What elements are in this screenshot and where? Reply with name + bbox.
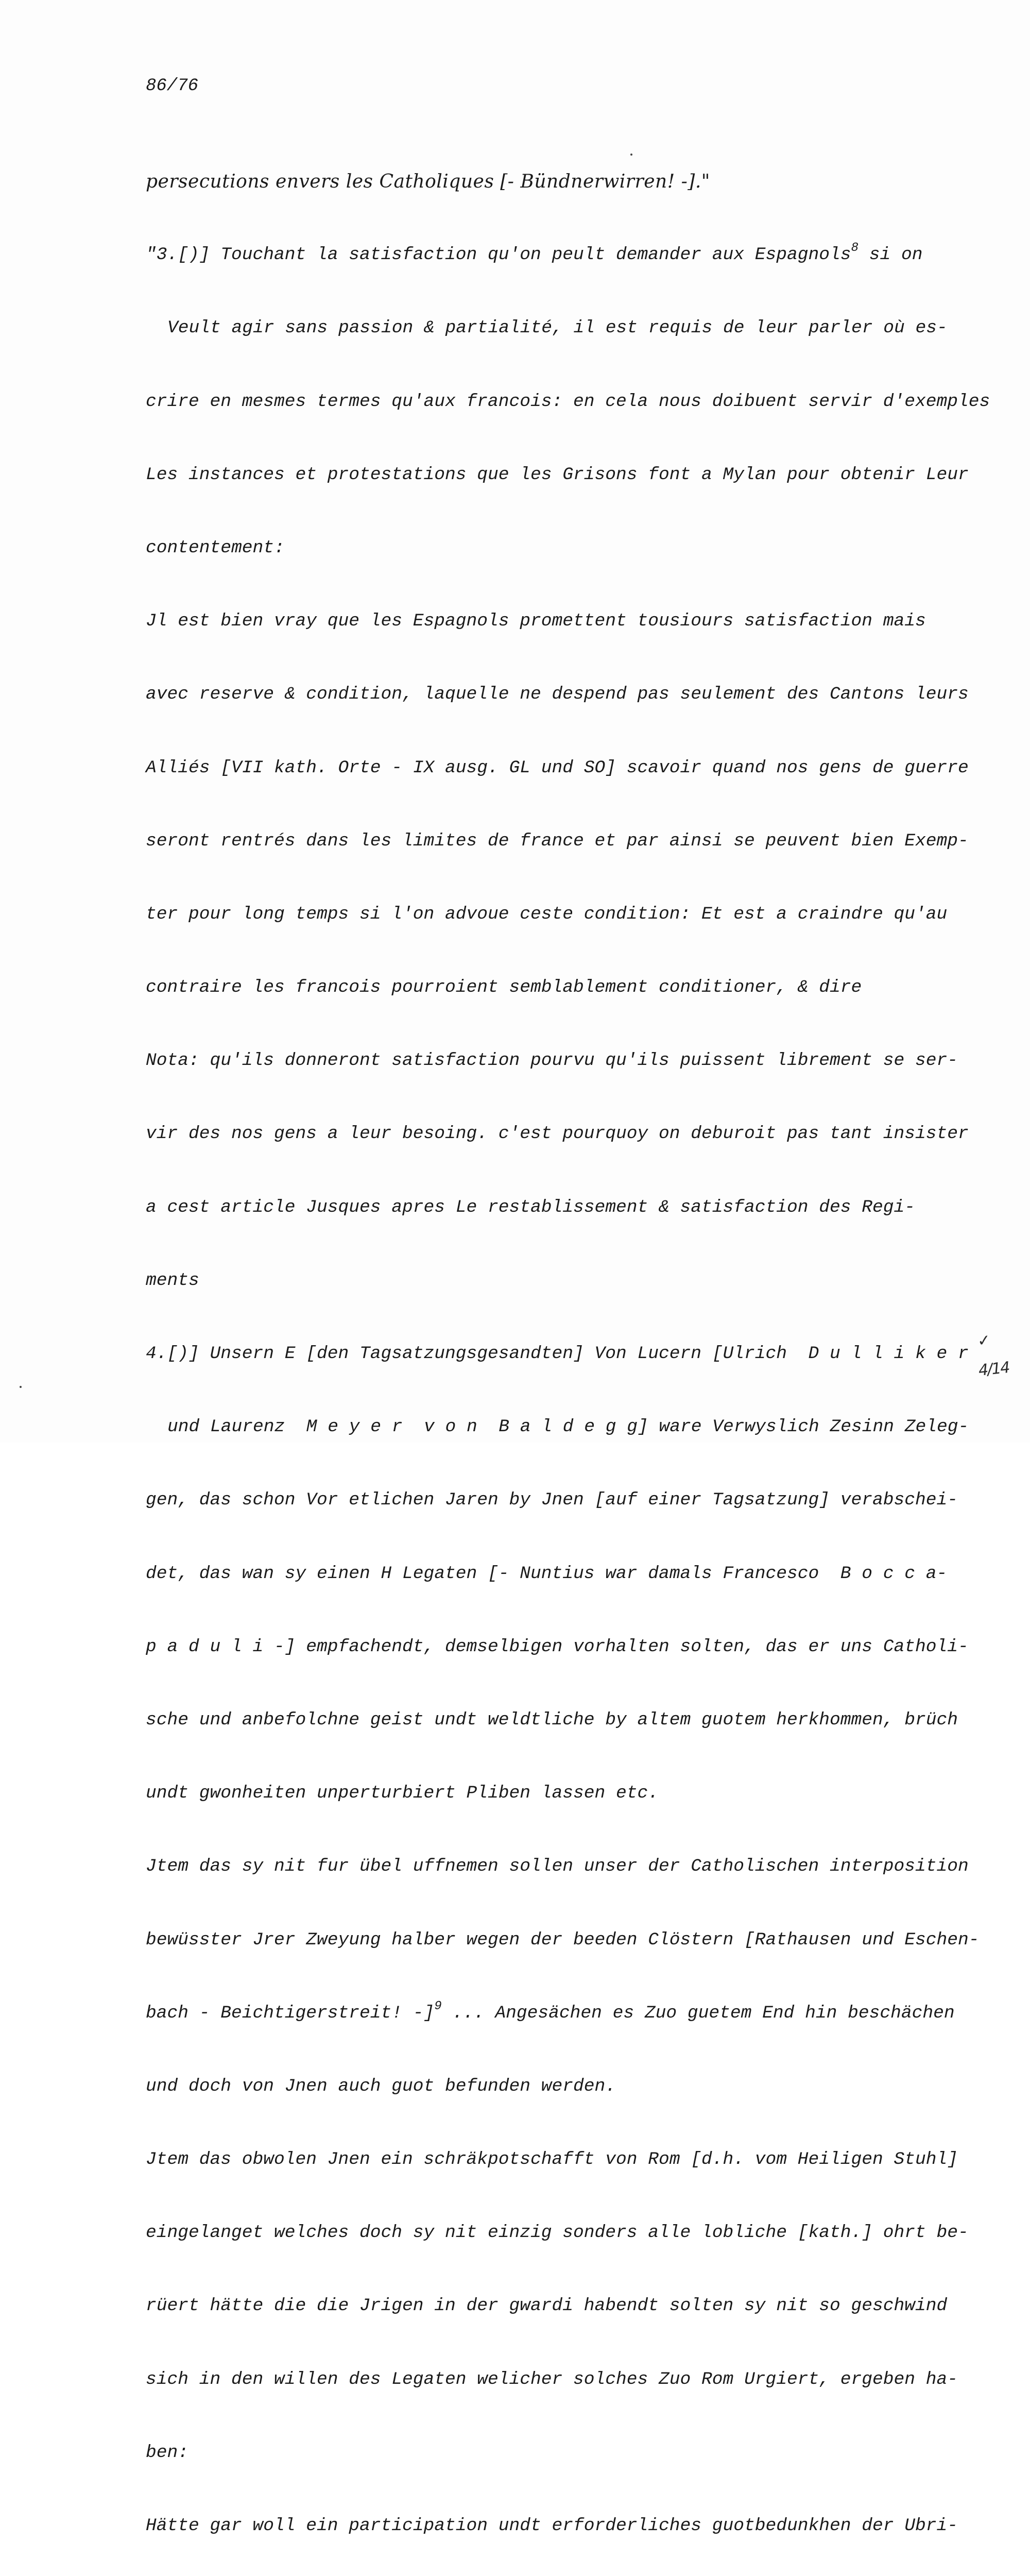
text-line: Jtem das obwolen Jnen ein schräkpotschafft von Rom [d.h. vom Heiligen Stuhl] [146,2149,958,2170]
text-line: Nota: qu'ils donneront satisfaction pourvu qu'ils puissent librement se ser- [146,1050,958,1071]
text-line [146,1997,970,2030]
text-line: 4.[)] Unsern E [den Tagsatzungsgesandten] Von Lucern [Ulrich D u l l i k e r [146,1344,969,1364]
speck-mark [20,1386,22,1388]
body-text [146,125,990,2576]
text-segment: bach - Beichtigerstreit! -] [146,2003,435,2023]
text-line: sche und anbefolchne geist undt weldtliche by altem guotem herkhommen, brüch [146,1709,958,1730]
check-mark-icon: ✓ [976,1331,991,1351]
text-line: p a d u l i -] empfachendt, demselbigen vorhalten solten, das er uns Catholi- [146,1636,969,1657]
text-line: persecutions envers les Catholiques [- Bündnerwirren! -]." [146,171,710,192]
text-line: seront rentrés dans les limites de france et par ainsi se peuvent bien Exemp- [146,831,969,851]
text-line: vir des nos gens a leur besoing. c'est pourquoy on deburoit pas tant insister [146,1124,969,1144]
text-line: contentement: [146,537,285,558]
text-line: und doch von Jnen auch guot befunden werden. [146,2076,616,2096]
text-line: rüert hätte die die Jrigen in der gwardi habendt solten sy nit so geschwind [146,2296,948,2316]
text-line: ments [146,1270,199,1291]
text-line [146,239,970,272]
text-line: ter pour long temps si l'on advoue ceste condition: Et est a craindre qu'au [146,904,948,924]
text-line: bewüsster Jrer Zweyung halber wegen der beeden Clöstern [Rathausen und Eschen- [146,1929,980,1950]
text-line: eingelanget welches doch sy nit einzig sonders alle lobliche [kath.] ohrt be- [146,2223,969,2243]
text-line: avec reserve & condition, laquelle ne despend pas seulement des Cantons leurs [146,684,969,705]
text-line: sich in den willen des Legaten welicher solches Zuo Rom Urgiert, ergeben ha- [146,2369,958,2389]
speck-mark [630,154,632,156]
text-line: gen, das schon Vor etlichen Jaren by Jnen [auf einer Tagsatzung] verabschei- [146,1490,958,1511]
text-line: ben: [146,2442,189,2463]
text-segment: ... Angesächen es Zuo guetem End hin beschächen [441,2003,955,2023]
text-line: a cest article Jusques apres Le restablissement & satisfaction des Regi- [146,1197,916,1217]
text-line: Veult agir sans passion & partialité, il est requis de leur parler où es- [167,318,948,338]
text-line: Les instances et protestations que les Grisons font a Mylan pour obtenir Leur [146,464,969,485]
text-line: contraire les francois pourroient semblablement conditioner, & dire [146,977,862,998]
footnote-mark: 8 [851,241,859,256]
text-line: Alliés [VII kath. Orte - IX ausg. GL und SO] scavoir quand nos gens de guerre [146,757,969,778]
text-line: Hätte gar woll ein participation undt erforderliches guotbedunkhen der Ubri- [146,2516,958,2536]
text-line: crire en mesmes termes qu'aux francois: en cela nous doibuent servir d'exemples [146,391,990,412]
text-line: undt gwonheiten unperturbiert Pliben lassen etc. [146,1783,659,1804]
text-line: und Laurenz M e y e r v o n B a l d e g g] ware Verwyslich Zesinn Zeleg- [167,1417,969,1437]
text-segment: si on [858,245,923,265]
text-segment: "3.[)] Touchant la satisfaction qu'on peult demander aux Espagnols [146,245,851,265]
footnote-mark: 9 [434,1999,442,2013]
text-line: Jtem das sy nit fur übel uffnemen sollen unser der Catholischen interposition [146,1856,969,1877]
text-line: Jl est bien vray que les Espagnols promettent tousiours satisfaction mais [146,611,926,632]
folio-number: 4/14 [977,1358,1010,1380]
page-number: 86/76 [146,76,199,96]
text-line: det, das wan sy einen H Legaten [- Nuntius war damals Francesco B o c c a- [146,1563,948,1584]
